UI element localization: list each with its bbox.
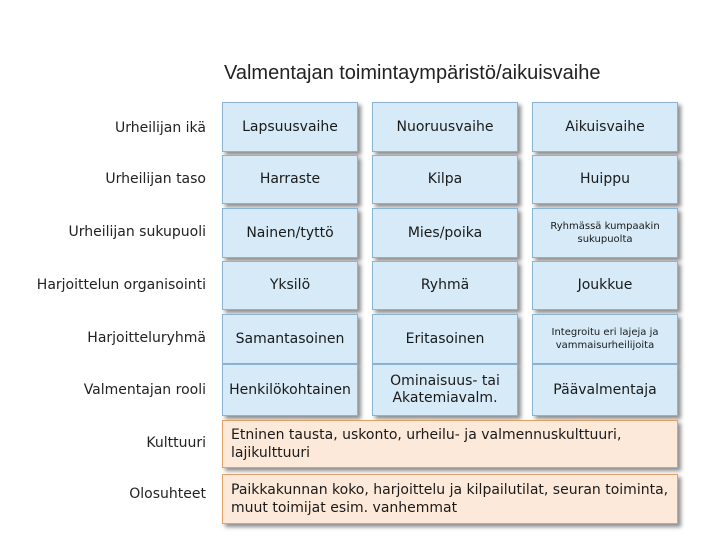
cell-paavalmentaja: Päävalmentaja: [532, 364, 678, 416]
cell-yksilo: Yksilö: [222, 261, 358, 310]
row-label-urheilijan-taso: Urheilijan taso: [105, 171, 206, 187]
culture-box: [222, 420, 678, 468]
row-label-kulttuuri: Kulttuuri: [146, 435, 206, 451]
row-label-urheilijan-sukupuoli: Urheilijan sukupuoli: [68, 224, 206, 240]
row-label-harjoitteluryhma: Harjoitteluryhmä: [87, 330, 206, 346]
row-label-urheilijan-ika: Urheilijan ikä: [114, 120, 206, 136]
cell-kilpa: Kilpa: [372, 155, 518, 204]
cell-joukkue: Joukkue: [532, 261, 678, 310]
page-title: Valmentajan toimintaympäristö/aikuisvaihe: [224, 62, 601, 84]
culture-text: Etninen tausta, uskonto, urheilu- ja valmennuskulttuuri, lajikulttuuri: [231, 427, 622, 461]
row-label-valmentajan-rooli: Valmentajan rooli: [83, 382, 206, 398]
cell-nainen-tytto: Nainen/tyttö: [222, 208, 358, 258]
cell-aikuisvaihe: Aikuisvaihe: [532, 102, 678, 152]
cell-mies-poika: Mies/poika: [372, 208, 518, 258]
cell-nuoruusvaihe: Nuoruusvaihe: [372, 102, 518, 152]
cell-ryhma: Ryhmä: [372, 261, 518, 310]
cell-harraste: Harraste: [222, 155, 358, 204]
cell-ryhmassa-kumpaakin: Ryhmässä kumpaakin sukupuolta: [532, 208, 678, 258]
cell-henkilokohtainen: Henkilökohtainen: [222, 364, 358, 416]
cell-eritasoinen: Eritasoinen: [372, 314, 518, 364]
cell-samantasoinen: Samantasoinen: [222, 314, 358, 364]
cell-huippu: Huippu: [532, 155, 678, 204]
cell-lapsuusvaihe: Lapsuusvaihe: [222, 102, 358, 152]
row-label-harjoittelun-organisointi: Harjoittelun organisointi: [36, 277, 206, 293]
conditions-box: [222, 474, 678, 524]
conditions-text: Paikkakunnan koko, harjoittelu ja kilpailutilat, seuran toiminta, muut toimijat esim. vanhemmat: [231, 482, 669, 516]
row-label-olosuhteet: Olosuhteet: [129, 486, 206, 502]
cell-ominaisuus-akatemia: Ominaisuus- tai Akatemiavalm.: [372, 364, 518, 416]
cell-integroitu: Integroitu eri lajeja ja vammaisurheilijoita: [532, 314, 678, 364]
